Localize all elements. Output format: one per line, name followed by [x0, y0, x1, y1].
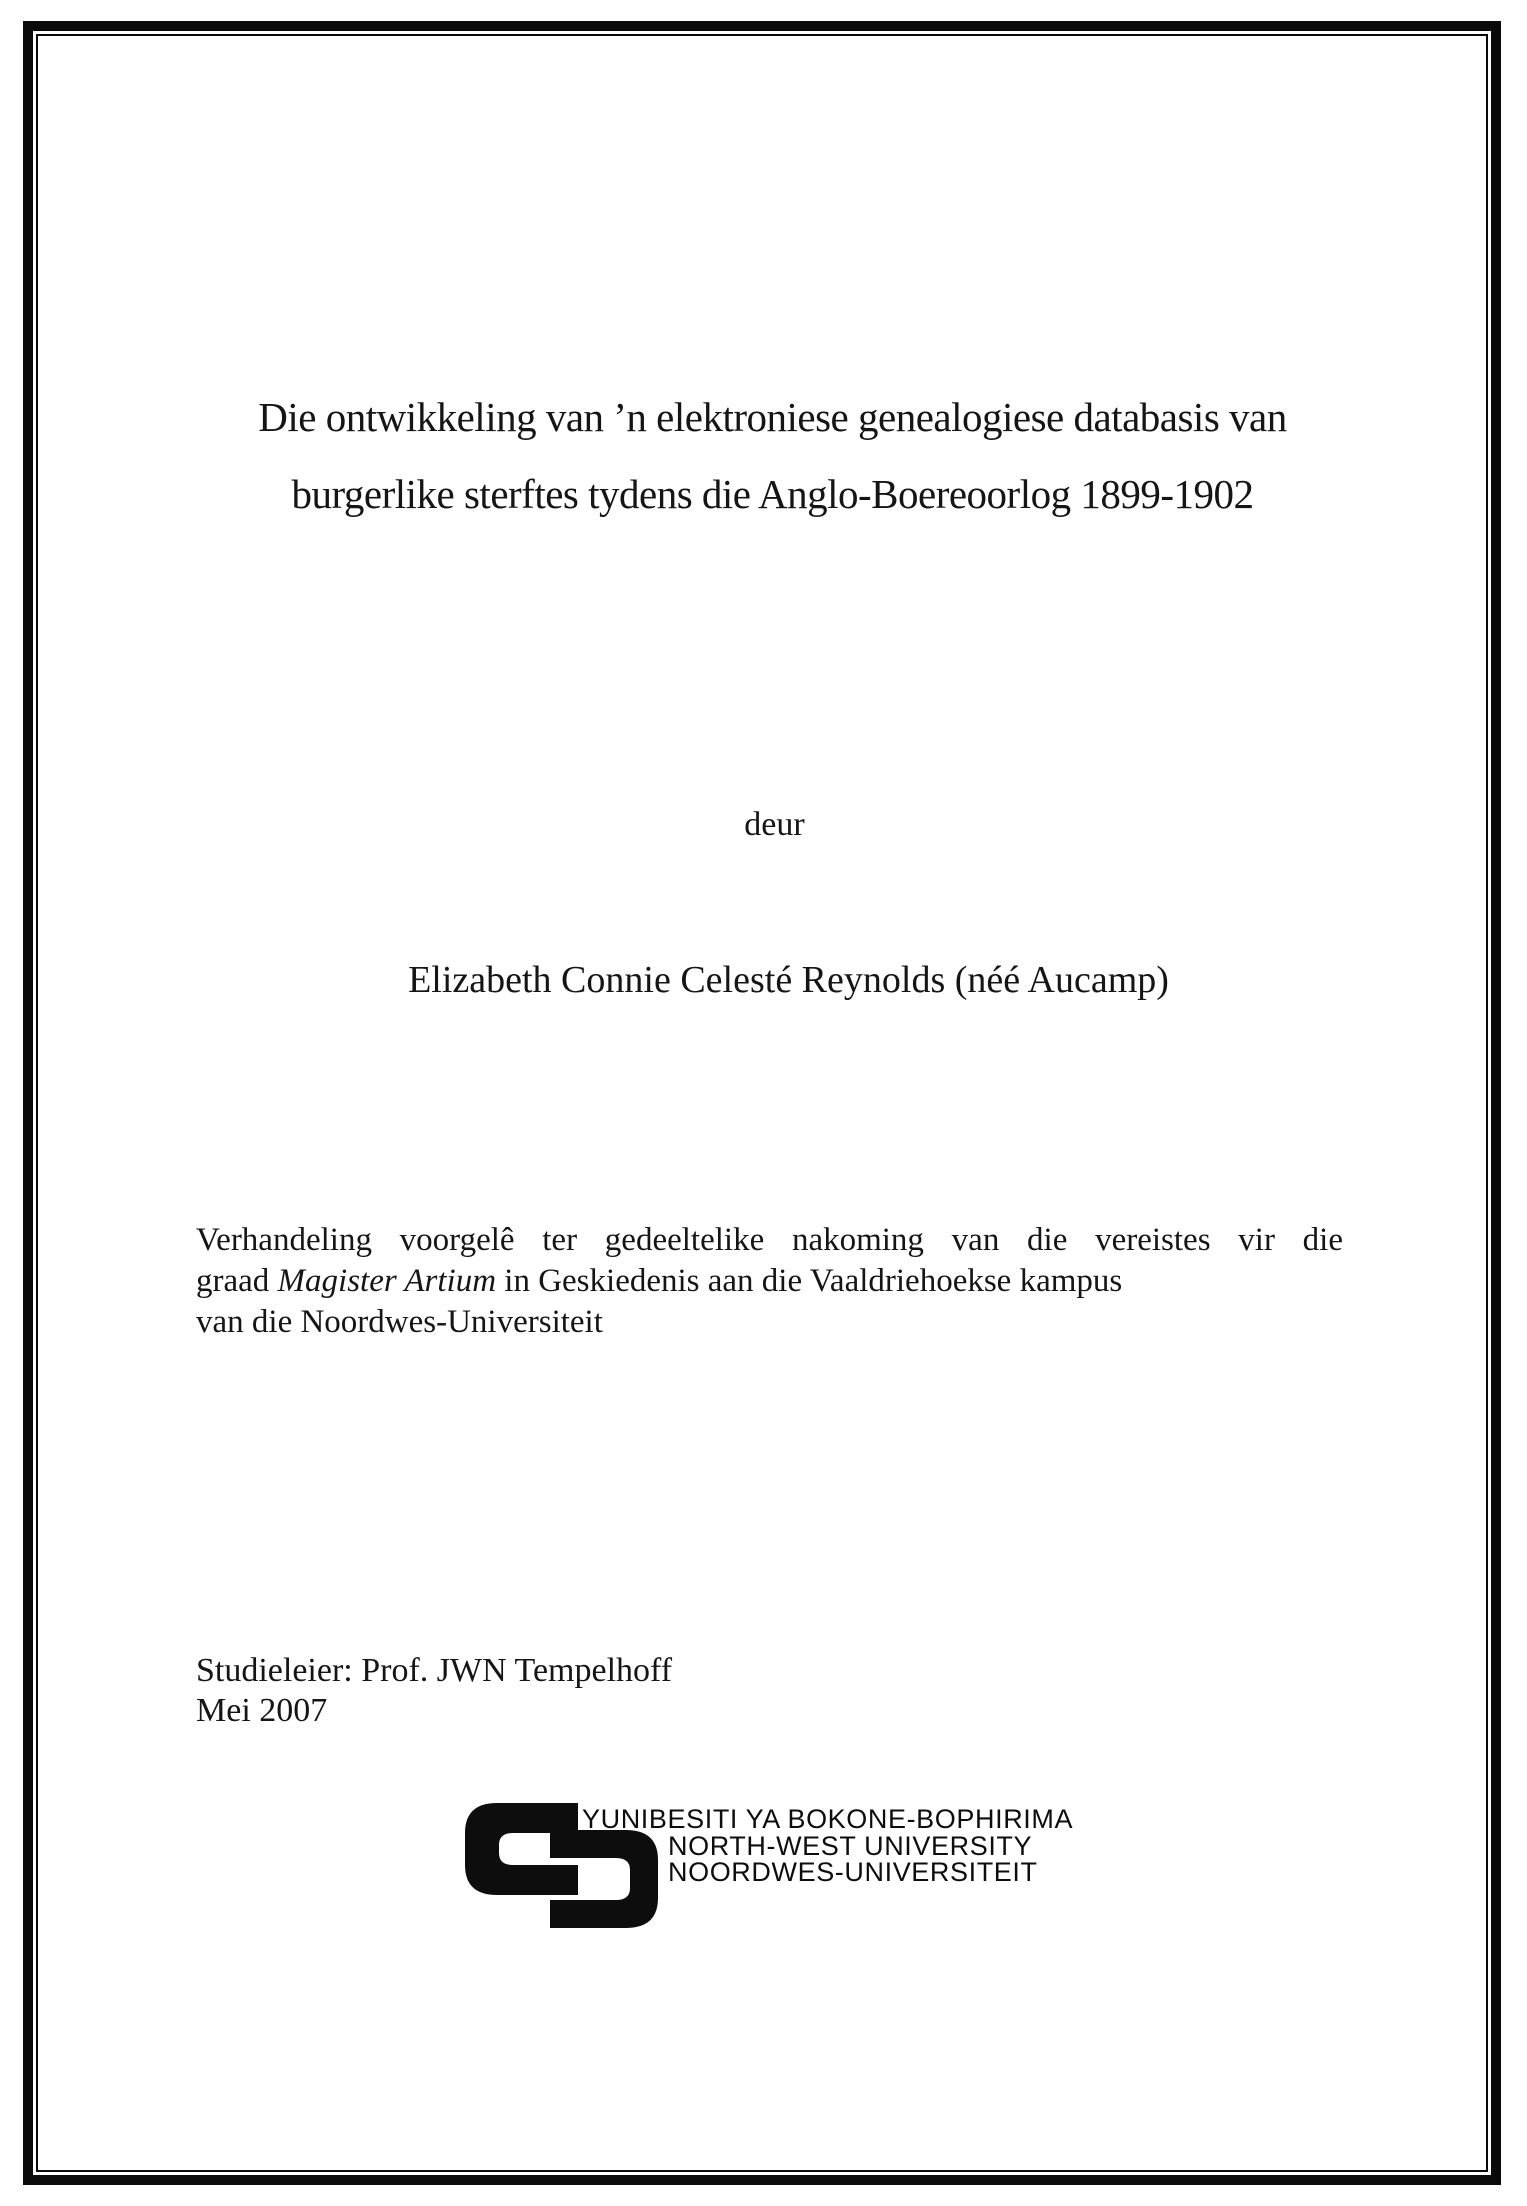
- author-name: Elizabeth Connie Celesté Reynolds (néé Aucamp): [408, 959, 1169, 1001]
- thesis-title-line-1: Die ontwikkeling van ’n elektroniese genealogiese databasis van: [258, 394, 1287, 440]
- logo-text-english: NORTH-WEST UNIVERSITY: [668, 1831, 1033, 1861]
- supervisor-line: Studieleier: Prof. JWN Tempelhoff: [196, 1652, 673, 1689]
- description-line-2-pre: graad: [196, 1263, 278, 1299]
- description-line-1: Verhandeling voorgelê ter gedeeltelike nakoming van die vereistes vir die: [196, 1222, 1343, 1258]
- degree-name: Magister Artium: [277, 1263, 497, 1299]
- logo-text-setswana: YUNIBESITI YA BOKONE-BOPHIRIMA: [582, 1804, 1074, 1834]
- date-line: Mei 2007: [196, 1692, 328, 1729]
- supervisor-block: [196, 1651, 672, 1731]
- description-line-2-post: in Geskiedenis aan die Vaaldriehoekse kampus: [496, 1263, 1123, 1299]
- byline-deur: deur: [744, 806, 805, 843]
- description-line-3: van die Noordwes-Universiteit: [196, 1304, 603, 1340]
- thesis-title-line-2: burgerlike sterftes tydens die Anglo-Boereoorlog 1899-1902: [291, 471, 1254, 517]
- description-line-2: [196, 1261, 1343, 1302]
- logo-text-afrikaans: NOORDWES-UNIVERSITEIT: [668, 1857, 1038, 1887]
- thesis-description: [196, 1220, 1343, 1343]
